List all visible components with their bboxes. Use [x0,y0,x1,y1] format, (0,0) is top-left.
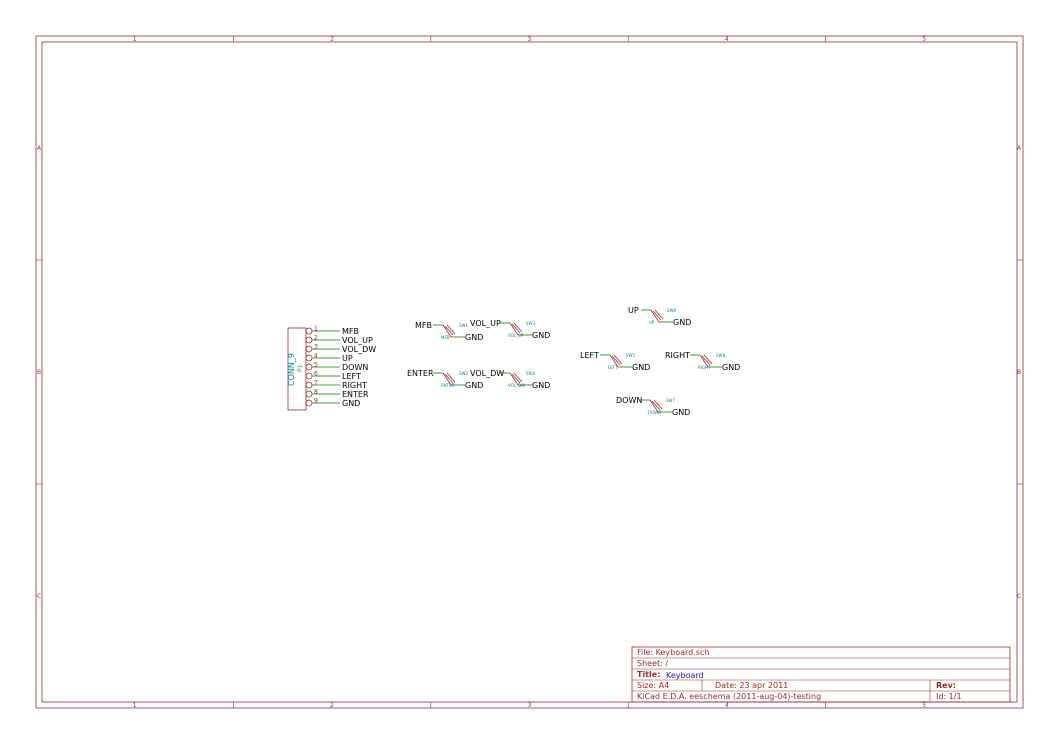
pin-net-label[interactable]: GND [342,399,361,408]
connector-pins [306,326,376,409]
row-label-right: A [1017,145,1022,152]
switch-gnd-label: GND [532,331,551,340]
connector-p1[interactable] [287,326,376,411]
switch-net-label: ENTER [407,369,434,378]
pin-circle [306,346,312,352]
tb-title-value: Keyboard [666,671,704,680]
switch-gnd-label: GND [465,381,484,390]
switch-gnd-label: GND [673,318,692,327]
switch-net-label: DOWN [616,396,643,405]
connector-value: CONN_9 [287,353,296,386]
switch-net-label: VOL_UP [470,319,501,328]
column-label-top: 5 [922,36,927,43]
pin-circle [306,355,312,361]
column-label-bottom: 5 [922,702,927,709]
switch-value: MFB [441,335,450,340]
pin-number: 5 [314,361,318,369]
switch-gnd-label: GND [672,408,691,417]
pin-circle [306,373,312,379]
switch-sw8[interactable] [665,351,740,372]
switch-net-label: RIGHT [665,351,691,360]
pin-number: 1 [314,325,318,333]
pin-net-label[interactable]: DOWN [342,363,369,372]
switch-gnd-label: GND [532,381,551,390]
pin-circle [306,337,312,343]
column-label-bottom: 4 [724,702,729,709]
pin-circle [306,391,312,397]
switches [407,306,740,417]
switch-gnd-label: GND [465,333,484,342]
switch-value: ENTER [441,383,455,388]
pin-net-label[interactable]: ENTER [342,390,369,399]
pin-circle [306,364,312,370]
pin-net-label[interactable]: LEFT [342,372,361,381]
switch-sw6[interactable] [628,306,691,327]
switch-value: UP [649,320,655,325]
tb-app: KiCad E.D.A. eeschema (2011-aug-04)-testing [637,692,822,701]
switch-value: VOL_UP [508,333,524,338]
switch-ref: SW1 [459,323,469,328]
switch-ref: SW2 [459,371,469,376]
switch-gnd-label: GND [632,363,651,372]
switch-value: LEFT [608,365,618,370]
switch-net-label: VOL_DW [470,369,505,378]
tb-date: Date: 23 apr 2011 [715,681,789,690]
switch-value: DOWN [648,410,662,415]
row-label-right: B [1017,369,1022,376]
pin-number: 4 [314,352,318,360]
switch-net-label: LEFT [580,351,599,360]
pin-net-label[interactable]: MFB [342,327,359,336]
switch-net-label: MFB [415,321,432,330]
row-label-right: C [1017,593,1022,600]
column-label-bottom: 3 [527,702,532,709]
switch-ref: SW3 [526,321,536,326]
pin-number: 2 [314,334,318,342]
pin-circle [306,400,312,406]
switch-ref: SW6 [667,308,677,313]
switch-ref: SW7 [666,398,676,403]
switch-net-label: UP [628,306,639,315]
pin-number: 9 [314,397,318,405]
pin-net-label[interactable]: VOL_DW [342,345,377,354]
pin-circle [306,382,312,388]
switch-sw7[interactable] [616,396,690,417]
pin-circle [306,328,312,334]
pin-net-label[interactable]: VOL_UP [342,336,373,345]
tb-id: Id: 1/1 [936,692,962,701]
pin-number: 8 [314,388,318,396]
switch-value: RIGHT [698,365,711,370]
column-label-bottom: 2 [330,702,334,709]
tb-rev-label: Rev: [936,681,956,690]
column-label-top: 3 [527,36,532,43]
switch-gnd-label: GND [722,363,741,372]
switch-value: VOL_DW [508,383,526,388]
row-label-left: A [37,145,42,152]
row-label-left: B [37,369,42,376]
title-block [632,647,1010,702]
pin-net-label[interactable]: UP [342,354,353,363]
switch-ref: SW4 [526,371,536,376]
tb-sheet: Sheet: / [637,659,669,668]
pin-number: 6 [314,370,318,378]
column-label-top: 4 [724,36,729,43]
pin-number: 3 [314,343,318,351]
pin-net-label[interactable]: RIGHT [342,381,368,390]
row-label-left: C [37,593,42,600]
switch-sw5[interactable] [580,351,650,372]
tb-size: Size: A4 [637,681,670,690]
column-label-top: 1 [132,36,137,43]
switch-ref: SW8 [716,353,726,358]
switch-ref: SW5 [626,353,636,358]
column-label-bottom: 1 [132,702,137,709]
column-label-top: 2 [330,36,334,43]
connector-ref: P1 [297,364,304,372]
tb-file: File: Keyboard.sch [637,648,710,657]
tb-title-label: Title: [637,670,661,679]
pin-number: 7 [314,379,318,387]
